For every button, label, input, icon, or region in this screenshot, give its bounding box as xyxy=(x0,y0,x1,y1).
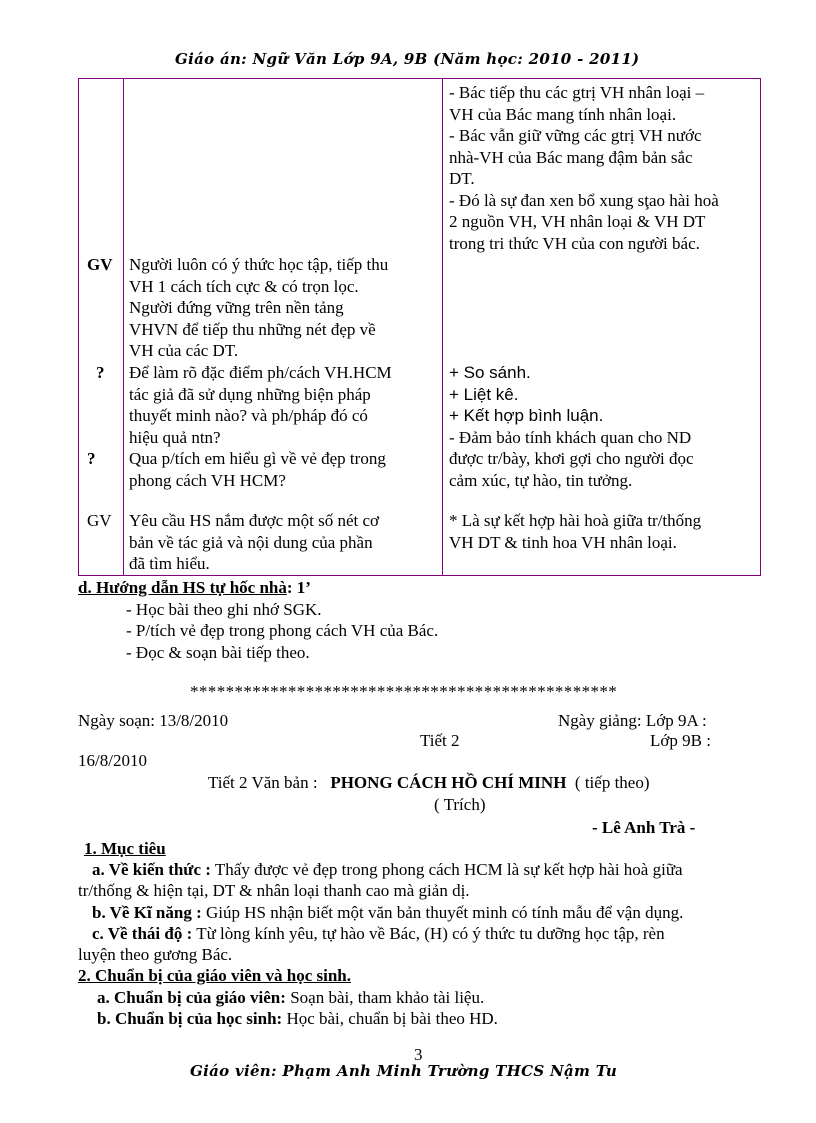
content-column xyxy=(443,79,761,576)
activity-line: VH của các DT. xyxy=(129,341,239,360)
activity-line: Qua p/tích em hiểu gì về vẻ đẹp trong xyxy=(129,449,386,468)
section1-heading: 1. Mục tiêu xyxy=(84,839,166,858)
content-line: được tr/bày, khơi gợi cho người đọc xyxy=(449,449,694,468)
content-line: - Đó là sự đan xen bổ xung sţao hài hoà xyxy=(449,191,719,210)
content-line: - Bác tiếp thu các gtrị VH nhân loại – xyxy=(449,83,705,102)
activity-line: VH 1 cách tích cực & có trọn lọc. xyxy=(129,277,359,296)
preparation-label: b. Chuẩn bị của học sinh: xyxy=(97,1009,283,1028)
objective-text: Giúp HS nhận biết một văn bản thuyết minh có tính mẫu để vận dụng. xyxy=(201,903,684,922)
content-line: - Đảm bảo tính khách quan cho ND xyxy=(449,428,692,447)
content-line: + Kết hợp bình luận. xyxy=(449,406,604,425)
content-line: * Là sự kết hợp hài hoà giữa tr/thống xyxy=(449,511,702,530)
objective-skill xyxy=(92,902,683,924)
teaching-date-2: 16/8/2010 xyxy=(78,751,147,770)
author-name: - Lê Anh Trà - xyxy=(592,818,696,837)
content-line: nhà-VH của Bác mang đậm bản sắc xyxy=(449,148,693,167)
activity-line: phong cách VH HCM? xyxy=(129,471,286,490)
role-label: ? xyxy=(96,363,105,382)
objective-attitude xyxy=(92,923,665,945)
homework-item: - P/tích vẻ đẹp trong phong cách VH của Bác. xyxy=(126,621,439,640)
role-label: ? xyxy=(87,449,96,468)
lesson-title xyxy=(208,772,650,794)
role-label: GV xyxy=(87,255,113,274)
role-label: GV xyxy=(87,511,112,530)
objective-text: Từ lòng kính yêu, tự hào về Bác, (H) có ý thức tu dưỡng học tập, rèn xyxy=(192,924,665,943)
objective-text: Thấy được vẻ đẹp trong phong cách HCM là sự kết hợp hài hoà giữa xyxy=(210,860,683,879)
objective-label: a. Về kiến thức : xyxy=(92,860,211,879)
objective-label: c. Về thái độ : xyxy=(92,924,193,943)
homework-item: - Học bài theo ghi nhớ SGK. xyxy=(126,600,322,619)
lesson-title-main: PHONG CÁCH HỒ CHÍ MINH xyxy=(330,773,567,792)
content-line: 2 nguồn VH, VH nhân loại & VH DT xyxy=(449,212,706,231)
teaching-date: Ngày giảng: Lớp 9A : xyxy=(558,711,707,730)
homework-item: - Đọc & soạn bài tiếp theo. xyxy=(126,643,310,662)
teacher-column xyxy=(79,79,124,576)
activity-line: tác giả đã sử dụng những biện pháp xyxy=(129,385,371,404)
homework-heading-label: d. Hướng dẫn HS tự hốc nhà xyxy=(78,578,287,597)
content-line: trong tri thức VH của con người bác. xyxy=(449,234,700,253)
lesson-title-prefix: Tiết 2 Văn bản : xyxy=(208,773,318,792)
separator-line: ************************************************ xyxy=(190,682,618,701)
excerpt-note: ( Trích) xyxy=(434,795,486,814)
objective-attitude-cont: luyện theo gương Bác. xyxy=(78,945,233,964)
activity-line: Yêu cầu HS nắm được một số nét cơ xyxy=(129,511,380,530)
preparation-label: a. Chuẩn bị của giáo viên: xyxy=(97,988,286,1007)
objective-knowledge-cont: tr/thống & hiện tại, DT & nhân loại thanh cao mà giản dị. xyxy=(78,881,470,900)
content-line: VH DT & tinh hoa VH nhân loại. xyxy=(449,533,677,552)
preparation-text: Học bài, chuẩn bị bài theo HD. xyxy=(282,1009,498,1028)
objective-label: b. Về Kĩ năng : xyxy=(92,903,202,922)
activity-line: Người luôn có ý thức học tập, tiếp thu xyxy=(129,255,389,274)
activity-line: bản về tác giả và nội dung của phần xyxy=(129,533,373,552)
content-line: + So sánh. xyxy=(449,363,531,382)
activity-line: hiệu quả ntn? xyxy=(129,428,221,447)
activity-column xyxy=(124,79,443,576)
activity-line: Người đứng vững trên nền tảng xyxy=(129,298,344,317)
page-header: Giáo án: Ngữ Văn Lớp 9A, 9B (Năm học: 2010 - 2011) xyxy=(175,50,640,68)
objective-knowledge xyxy=(92,859,683,881)
preparation-text: Soạn bài, tham khảo tài liệu. xyxy=(285,988,485,1007)
activity-line: Để làm rõ đặc điểm ph/cách VH.HCM xyxy=(129,363,392,382)
class-9b: Lớp 9B : xyxy=(650,731,711,750)
content-line: DT. xyxy=(449,169,475,188)
content-line: cảm xúc, tự hào, tin tưởng. xyxy=(449,471,633,490)
student-preparation xyxy=(97,1008,498,1030)
homework-time: : 1’ xyxy=(286,578,311,597)
activity-line: thuyết minh nào? và ph/pháp đó có xyxy=(129,406,368,425)
activity-line: VHVN để tiếp thu những nét đẹp về xyxy=(129,320,376,339)
homework-heading xyxy=(78,577,311,599)
period-number: Tiết 2 xyxy=(420,731,460,750)
lesson-table xyxy=(78,78,761,576)
preparation-date: Ngày soạn: 13/8/2010 xyxy=(78,711,229,730)
content-line: - Bác vẫn giữ vững các gtrị VH nước xyxy=(449,126,702,145)
page-footer: Giáo viên: Phạm Anh Minh Trường THCS Nậm Tu xyxy=(190,1062,618,1080)
section2-heading: 2. Chuẩn bị của giáo viên và học sinh. xyxy=(78,966,352,985)
lesson-title-suffix: ( tiếp theo) xyxy=(574,773,650,792)
teacher-preparation xyxy=(97,987,484,1009)
content-line: VH của Bác mang tính nhân loại. xyxy=(449,105,677,124)
content-line: + Liệt kê. xyxy=(449,385,519,404)
page-number: 3 xyxy=(414,1045,423,1064)
activity-line: đã tìm hiểu. xyxy=(129,554,210,573)
